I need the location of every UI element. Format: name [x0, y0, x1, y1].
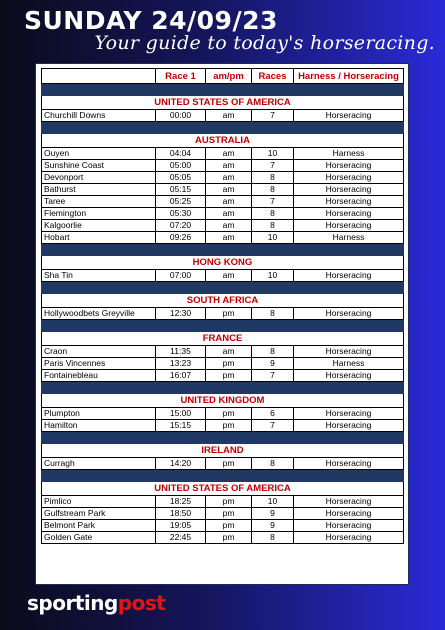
- country-row: [42, 394, 404, 408]
- venue-cell: Hobart: [42, 232, 156, 244]
- column-header-type: Harness / Horseracing: [294, 69, 404, 84]
- race-type-cell: Horseracing: [294, 184, 404, 196]
- race1-time-cell: 05:00: [156, 160, 206, 172]
- section-divider: [42, 470, 404, 482]
- section-divider-cell: [42, 320, 404, 332]
- table-row: [42, 420, 404, 432]
- race-type-cell: Horseracing: [294, 346, 404, 358]
- race-type-cell: Horseracing: [294, 408, 404, 420]
- country-heading: HONG KONG: [42, 256, 404, 270]
- table-row: [42, 358, 404, 370]
- race-type-cell: Horseracing: [294, 220, 404, 232]
- races-count-cell: 10: [252, 232, 294, 244]
- ampm-cell: pm: [206, 496, 252, 508]
- venue-cell: Pimlico: [42, 496, 156, 508]
- races-count-cell: 8: [252, 458, 294, 470]
- country-heading: AUSTRALIA: [42, 134, 404, 148]
- ampm-cell: am: [206, 160, 252, 172]
- column-header-races: Races: [252, 69, 294, 84]
- venue-cell: Churchill Downs: [42, 110, 156, 122]
- races-count-cell: 9: [252, 358, 294, 370]
- races-count-cell: 9: [252, 520, 294, 532]
- logo-text-post: post: [117, 591, 166, 615]
- race-schedule-sheet: [35, 63, 409, 585]
- venue-cell: Bathurst: [42, 184, 156, 196]
- country-heading: UNITED STATES OF AMERICA: [42, 482, 404, 496]
- section-divider-cell: [42, 244, 404, 256]
- table-row: [42, 184, 404, 196]
- venue-cell: Hollywoodbets Greyville: [42, 308, 156, 320]
- race-type-cell: Horseracing: [294, 270, 404, 282]
- page-title: SUNDAY 24/09/23: [24, 6, 278, 35]
- country-row: [42, 444, 404, 458]
- races-count-cell: 8: [252, 532, 294, 544]
- ampm-cell: pm: [206, 408, 252, 420]
- section-divider: [42, 84, 404, 96]
- table-row: [42, 508, 404, 520]
- races-count-cell: 8: [252, 346, 294, 358]
- sportingpost-logo: [27, 591, 165, 615]
- race1-time-cell: 09:26: [156, 232, 206, 244]
- race1-time-cell: 16:07: [156, 370, 206, 382]
- race-type-cell: Horseracing: [294, 208, 404, 220]
- ampm-cell: pm: [206, 358, 252, 370]
- race1-time-cell: 22:45: [156, 532, 206, 544]
- races-count-cell: 10: [252, 148, 294, 160]
- logo-text-sporting: sporting: [27, 591, 118, 615]
- ampm-cell: am: [206, 232, 252, 244]
- section-divider-cell: [42, 432, 404, 444]
- race-type-cell: Harness: [294, 232, 404, 244]
- table-header-row: [42, 69, 404, 84]
- country-heading: UNITED KINGDOM: [42, 394, 404, 408]
- table-row: [42, 346, 404, 358]
- races-count-cell: 10: [252, 270, 294, 282]
- table-row: [42, 458, 404, 470]
- column-header-venue: [42, 69, 156, 84]
- ampm-cell: pm: [206, 308, 252, 320]
- section-divider: [42, 282, 404, 294]
- venue-cell: Ouyen: [42, 148, 156, 160]
- ampm-cell: pm: [206, 520, 252, 532]
- ampm-cell: pm: [206, 420, 252, 432]
- race-type-cell: Horseracing: [294, 520, 404, 532]
- country-row: [42, 256, 404, 270]
- races-count-cell: 10: [252, 496, 294, 508]
- races-count-cell: 7: [252, 160, 294, 172]
- table-row: [42, 520, 404, 532]
- races-count-cell: 8: [252, 184, 294, 196]
- venue-cell: Flemington: [42, 208, 156, 220]
- race1-time-cell: 11:35: [156, 346, 206, 358]
- race-type-cell: Horseracing: [294, 532, 404, 544]
- ampm-cell: pm: [206, 458, 252, 470]
- table-row: [42, 308, 404, 320]
- section-divider-cell: [42, 382, 404, 394]
- section-divider: [42, 382, 404, 394]
- table-row: [42, 172, 404, 184]
- section-divider: [42, 320, 404, 332]
- venue-cell: Sha Tin: [42, 270, 156, 282]
- race-type-cell: Horseracing: [294, 458, 404, 470]
- table-row: [42, 270, 404, 282]
- country-heading: UNITED STATES OF AMERICA: [42, 96, 404, 110]
- race1-time-cell: 00:00: [156, 110, 206, 122]
- race-schedule-table: [41, 68, 404, 544]
- table-row: [42, 496, 404, 508]
- races-count-cell: 7: [252, 196, 294, 208]
- section-divider: [42, 122, 404, 134]
- race-type-cell: Harness: [294, 148, 404, 160]
- country-row: [42, 294, 404, 308]
- table-row: [42, 408, 404, 420]
- section-divider-cell: [42, 282, 404, 294]
- race-type-cell: Horseracing: [294, 110, 404, 122]
- table-row: [42, 208, 404, 220]
- venue-cell: Gulfstream Park: [42, 508, 156, 520]
- race1-time-cell: 05:25: [156, 196, 206, 208]
- venue-cell: Plumpton: [42, 408, 156, 420]
- races-count-cell: 7: [252, 110, 294, 122]
- race1-time-cell: 14:20: [156, 458, 206, 470]
- race1-time-cell: 07:20: [156, 220, 206, 232]
- race-type-cell: Horseracing: [294, 496, 404, 508]
- country-row: [42, 134, 404, 148]
- section-divider-cell: [42, 122, 404, 134]
- race1-time-cell: 19:05: [156, 520, 206, 532]
- venue-cell: Sunshine Coast: [42, 160, 156, 172]
- table-row: [42, 196, 404, 208]
- race-type-cell: Horseracing: [294, 160, 404, 172]
- races-count-cell: 8: [252, 308, 294, 320]
- ampm-cell: am: [206, 196, 252, 208]
- ampm-cell: am: [206, 110, 252, 122]
- venue-cell: Fontainebleau: [42, 370, 156, 382]
- venue-cell: Golden Gate: [42, 532, 156, 544]
- races-count-cell: 7: [252, 370, 294, 382]
- ampm-cell: pm: [206, 508, 252, 520]
- races-count-cell: 8: [252, 172, 294, 184]
- section-divider-cell: [42, 470, 404, 482]
- race1-time-cell: 05:15: [156, 184, 206, 196]
- races-count-cell: 6: [252, 408, 294, 420]
- race1-time-cell: 18:50: [156, 508, 206, 520]
- page-subtitle: Your guide to today's horseracing.: [94, 32, 435, 54]
- race1-time-cell: 18:25: [156, 496, 206, 508]
- venue-cell: Belmont Park: [42, 520, 156, 532]
- race1-time-cell: 13:23: [156, 358, 206, 370]
- table-row: [42, 232, 404, 244]
- race1-time-cell: 07:00: [156, 270, 206, 282]
- race1-time-cell: 05:05: [156, 172, 206, 184]
- venue-cell: Taree: [42, 196, 156, 208]
- venue-cell: Kalgoorlie: [42, 220, 156, 232]
- venue-cell: Hamilton: [42, 420, 156, 432]
- race-type-cell: Horseracing: [294, 172, 404, 184]
- venue-cell: Craon: [42, 346, 156, 358]
- races-count-cell: 9: [252, 508, 294, 520]
- country-heading: FRANCE: [42, 332, 404, 346]
- ampm-cell: pm: [206, 532, 252, 544]
- race-type-cell: Horseracing: [294, 420, 404, 432]
- race-type-cell: Horseracing: [294, 308, 404, 320]
- column-header-race1: Race 1: [156, 69, 206, 84]
- ampm-cell: am: [206, 184, 252, 196]
- venue-cell: Curragh: [42, 458, 156, 470]
- table-row: [42, 220, 404, 232]
- table-row: [42, 532, 404, 544]
- section-divider: [42, 244, 404, 256]
- country-heading: SOUTH AFRICA: [42, 294, 404, 308]
- section-divider: [42, 432, 404, 444]
- ampm-cell: am: [206, 172, 252, 184]
- race-type-cell: Horseracing: [294, 508, 404, 520]
- venue-cell: Paris Vincennes: [42, 358, 156, 370]
- venue-cell: Devonport: [42, 172, 156, 184]
- ampm-cell: am: [206, 220, 252, 232]
- races-count-cell: 7: [252, 420, 294, 432]
- table-body: [42, 84, 404, 544]
- ampm-cell: am: [206, 208, 252, 220]
- table-row: [42, 110, 404, 122]
- ampm-cell: pm: [206, 370, 252, 382]
- ampm-cell: am: [206, 270, 252, 282]
- races-count-cell: 8: [252, 220, 294, 232]
- race1-time-cell: 15:00: [156, 408, 206, 420]
- race-type-cell: Horseracing: [294, 196, 404, 208]
- country-row: [42, 96, 404, 110]
- race1-time-cell: 05:30: [156, 208, 206, 220]
- races-count-cell: 8: [252, 208, 294, 220]
- race1-time-cell: 12:30: [156, 308, 206, 320]
- section-divider-cell: [42, 84, 404, 96]
- country-row: [42, 482, 404, 496]
- race1-time-cell: 15:15: [156, 420, 206, 432]
- table-row: [42, 370, 404, 382]
- race1-time-cell: 04:04: [156, 148, 206, 160]
- race-type-cell: Harness: [294, 358, 404, 370]
- column-header-ampm: am/pm: [206, 69, 252, 84]
- table-row: [42, 148, 404, 160]
- ampm-cell: am: [206, 346, 252, 358]
- table-row: [42, 160, 404, 172]
- race-type-cell: Horseracing: [294, 370, 404, 382]
- ampm-cell: am: [206, 148, 252, 160]
- country-row: [42, 332, 404, 346]
- country-heading: IRELAND: [42, 444, 404, 458]
